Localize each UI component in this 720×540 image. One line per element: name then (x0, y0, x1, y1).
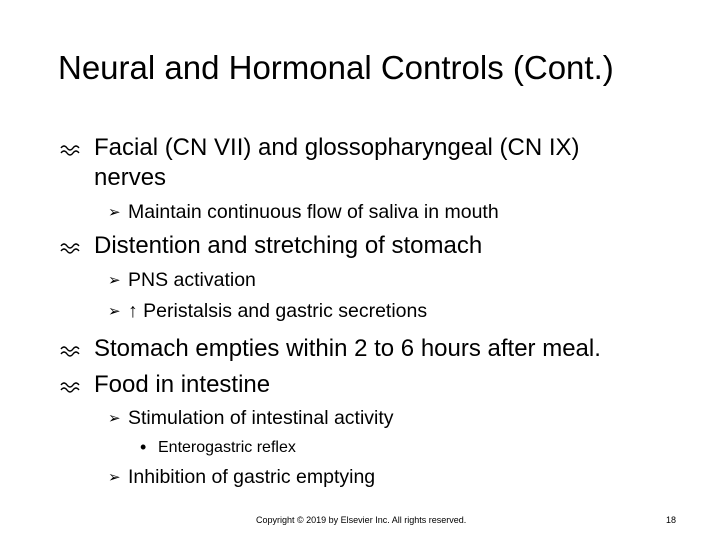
bullet-text: nerves (94, 164, 167, 191)
bullet-text: Facial (CN VII) and glossopharyngeal (CN IX) (94, 134, 580, 161)
arrow-bullet-icon: ➢ (108, 204, 121, 221)
bullet-text: Food in intestine (94, 371, 271, 398)
bullet-text: Stomach empties within 2 to 6 hours after meal. (94, 335, 601, 362)
subbullet-text: PNS activation (128, 269, 256, 291)
wavy-bullet-icon (60, 344, 82, 358)
arrow-bullet-icon: ➢ (108, 303, 121, 320)
arrow-bullet-icon: ➢ (108, 410, 121, 427)
arrow-bullet-icon: ➢ (108, 272, 121, 289)
wavy-bullet-icon (60, 143, 82, 157)
wavy-bullet-icon (60, 380, 82, 394)
wavy-bullet-icon (60, 241, 82, 255)
copyright-footer: Copyright © 2019 by Elsevier Inc. All rights reserved. (256, 515, 467, 525)
arrow-bullet-icon: ➢ (108, 469, 121, 486)
subbullet-text: Maintain continuous flow of saliva in mouth (128, 201, 499, 223)
subsubbullet-text: Enterogastric reflex (158, 439, 296, 456)
page-number: 18 (666, 515, 677, 525)
slide-title: Neural and Hormonal Controls (Cont.) (58, 49, 614, 86)
dot-bullet-icon: • (140, 437, 147, 457)
subbullet-text: Stimulation of intestinal activity (128, 407, 394, 429)
subbullet-text: ↑ Peristalsis and gastric secretions (128, 300, 428, 322)
subbullet-text: Inhibition of gastric emptying (128, 466, 376, 488)
bullet-text: Distention and stretching of stomach (94, 232, 483, 259)
